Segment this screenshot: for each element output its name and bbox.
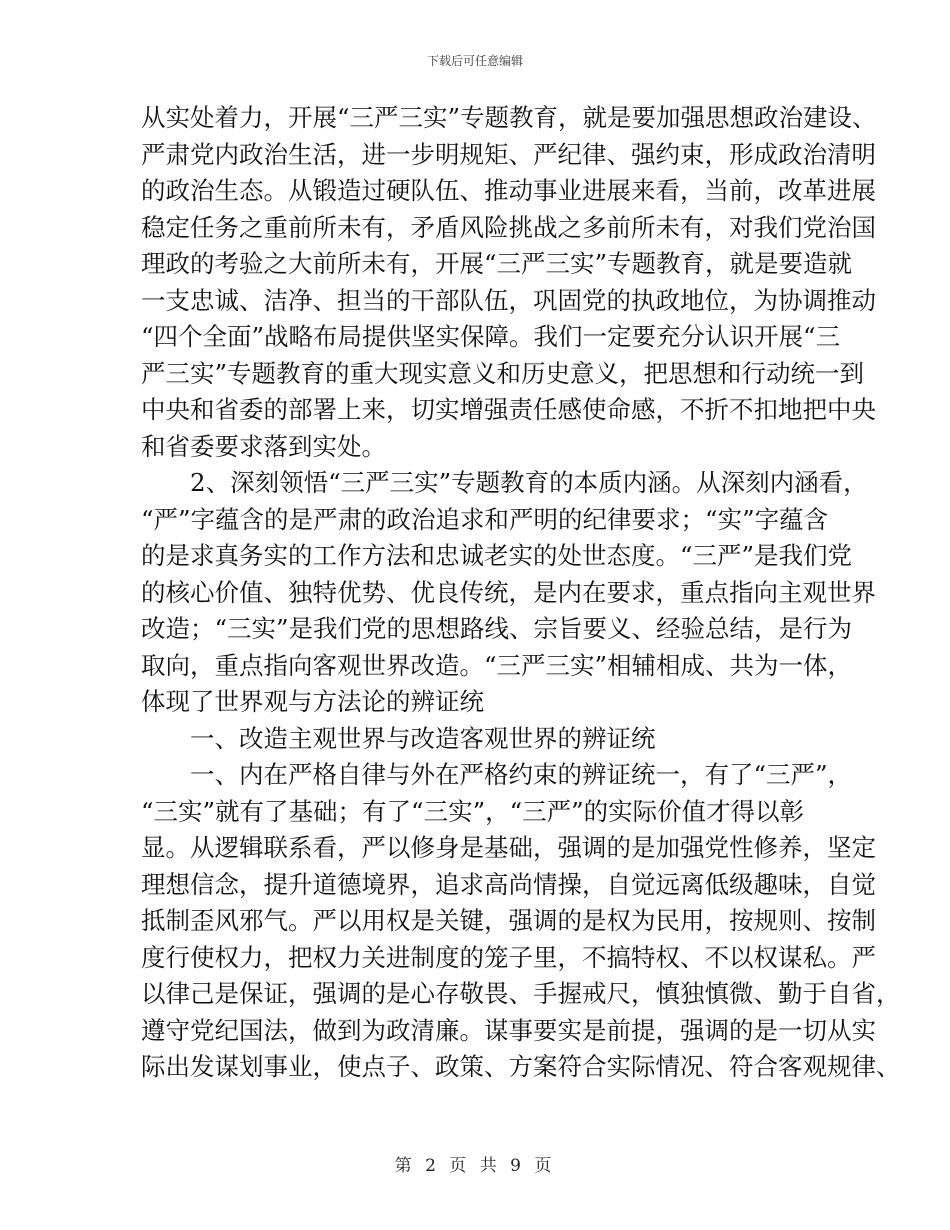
- text-line: 和省委要求落到实处。: [141, 431, 386, 461]
- text-line: 遵守党纪国法，做到为政清廉。谋事要实是前提，强调的是一切从实: [141, 1015, 876, 1045]
- text-line: 的核心价值、独特优势、优良传统，是内在要求，重点指向主观世界: [141, 577, 876, 607]
- text-line: 抵制歪风邪气。严以用权是关键，强调的是权为民用，按规则、按制: [141, 906, 876, 935]
- text-line: 理想信念，提升道德境界，追求高尚情操，自觉远离低级趣味，自觉: [141, 869, 876, 899]
- text-line: 取向，重点指向客观世界改造。“三严三实”相辅相成、共为一体，: [141, 650, 853, 680]
- text-line: 以律己是保证，强调的是心存敬畏、手握戒尺，慎独慎微、勤于自省，: [141, 979, 901, 1008]
- text-line: 理政的考验之大前所未有，开展“三严三实”专题教育，就是要造就: [141, 249, 853, 278]
- document-body: [141, 100, 901, 1086]
- page-header: 下载后可任意编辑: [426, 54, 523, 68]
- text-line: 稳定任务之重前所未有，矛盾风险挑战之多前所未有，对我们党治国: [141, 212, 876, 242]
- text-line: 显。从逻辑联系看，严以修身是基础，强调的是加强党性修养，坚定: [141, 833, 876, 862]
- text-line: 一、内在严格自律与外在严格约束的辨证统一，有了“三严”，: [190, 760, 853, 789]
- text-line: 际出发谋划事业，使点子、政策、方案符合实际情况、符合客观规律、: [141, 1052, 901, 1081]
- text-line: “严”字蕴含的是严肃的政治追求和严明的纪律要求；“实”字蕴含: [141, 504, 829, 534]
- text-line: 严肃党内政治生活，进一步明规矩、严纪律、强约束，形成政治清明: [141, 139, 876, 169]
- text-line: 改造；“三实”是我们党的思想路线、宗旨要义、经验总结，是行为: [141, 614, 853, 643]
- text-line: 的是求真务实的工作方法和忠诚老实的处世态度。“三严”是我们党: [141, 541, 853, 570]
- text-line: 一、改造主观世界与改造客观世界的辨证统: [190, 723, 656, 753]
- page-footer: 第 2 页 共 9 页: [394, 1156, 556, 1176]
- text-line: 从实处着力，开展“三严三实”专题教育，就是要加强思想政治建设、: [141, 103, 877, 132]
- text-line: 体现了世界观与方法论的辨证统: [141, 687, 484, 716]
- text-line: 中央和省委的部署上来，切实增强责任感使命感，不折不扣地把中央: [141, 395, 876, 424]
- text-line: “三实”就有了基础；有了“三实”，“三严”的实际价值才得以彰: [141, 796, 805, 826]
- text-line: 度行使权力，把权力关进制度的笼子里，不搞特权、不以权谋私。严: [141, 942, 876, 972]
- text-line: “四个全面”战略布局提供坚实保障。我们一定要充分认识开展“三: [141, 322, 841, 351]
- text-line: 2、深刻领悟“三严三实”专题教育的本质内涵。从深刻内涵看，: [190, 468, 868, 497]
- text-line: 的政治生态。从锻造过硬队伍、推动事业进展来看，当前，改革进展: [141, 176, 876, 205]
- text-line: 一支忠诚、洁净、担当的干部队伍，巩固党的执政地位，为协调推动: [141, 285, 876, 315]
- text-line: 严三实”专题教育的重大现实意义和历史意义，把思想和行动统一到: [141, 358, 865, 388]
